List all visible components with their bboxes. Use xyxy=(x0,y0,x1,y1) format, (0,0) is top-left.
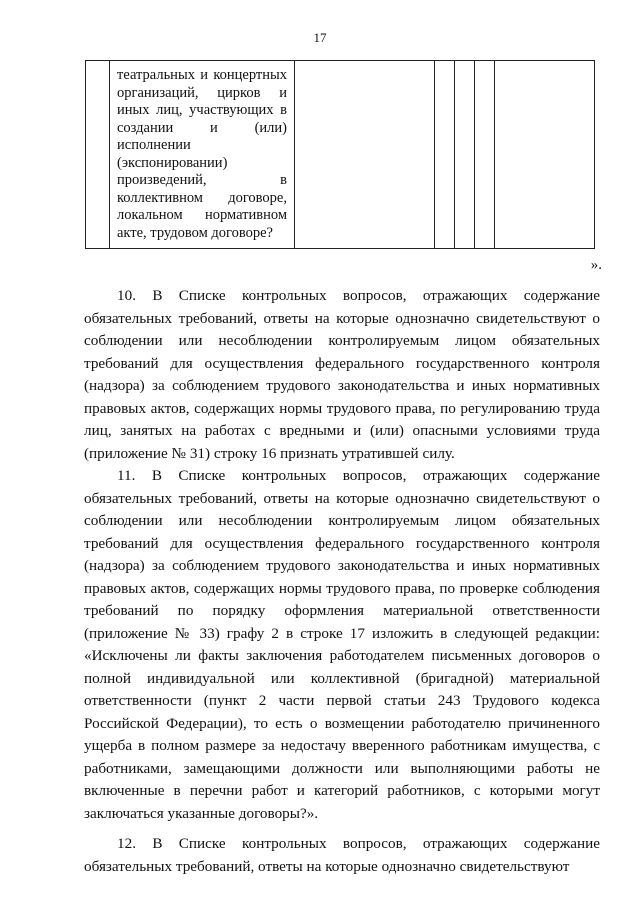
table-row xyxy=(86,61,595,249)
table-cell-number xyxy=(86,61,110,249)
page-number: 17 xyxy=(313,30,327,45)
table-cell-note xyxy=(495,61,595,249)
table-cell-requisites xyxy=(295,61,435,249)
table-cell-no xyxy=(455,61,475,249)
table-cell-yes xyxy=(435,61,455,249)
paragraph-11: 11. В Списке контрольных вопросов, отражающих содержание обязательных требований, ответы на которые однозначно свидетельствуют о соблюдении или несоблюдении контролируемым лицом обязательных требований для осуществления федерального государственного контроля (надзора) за соблюдением трудового законодательства и иных нормативных правовых актов, содержащих нормы трудового права, по проверке соблюдения требований по порядку оформления материальной ответственности (приложение № 33) графу 2 в строке 17 изложить в следующей редакции: «Исключены ли факты заключения работодателем письменных договоров о полной индивидуальной или коллективной (бригадной) материальной ответственности (пункт 2 части первой статьи 243 Трудового кодекса Российской Федерации), то есть о возмещении работодателю причиненного ущерба в полном размере за недостачу вверенного работникам имущества, с работниками, замещающими должности или выполняющими работы не включенные в перечни работ и категорий работников, с которыми могут заключаться указанные договоры?». xyxy=(84,467,600,822)
table-cell-na xyxy=(475,61,495,249)
continuation-table xyxy=(85,60,595,249)
document-body xyxy=(84,285,600,878)
closing-quote: ». xyxy=(590,257,602,273)
paragraph-10: 10. В Списке контрольных вопросов, отражающих содержание обязательных требований, ответы на которые однозначно свидетельствуют о соблюдении или несоблюдении контролируемым лицом обязательных требований для осуществления федерального государственного контроля (надзора) за соблюдением трудового законодательства и иных нормативных правовых актов, содержащих нормы трудового права, по регулированию труда лиц, занятых на работах с вредными и (или) опасными условиями труда (приложение № 31) строку 16 признать утратившей силу. xyxy=(84,287,600,462)
paragraph-12: 12. В Списке контрольных вопросов, отражающих содержание обязательных требований, ответы на которые однозначно свидетельствуют xyxy=(84,835,600,875)
table-cell-question: театральных и концертных организаций, цирков и иных лиц, участвующих в создании и (или) исполнении (экспонировании) произведений, в коллективном договоре, локальном нормативном акте, трудовом договоре? xyxy=(110,61,295,249)
